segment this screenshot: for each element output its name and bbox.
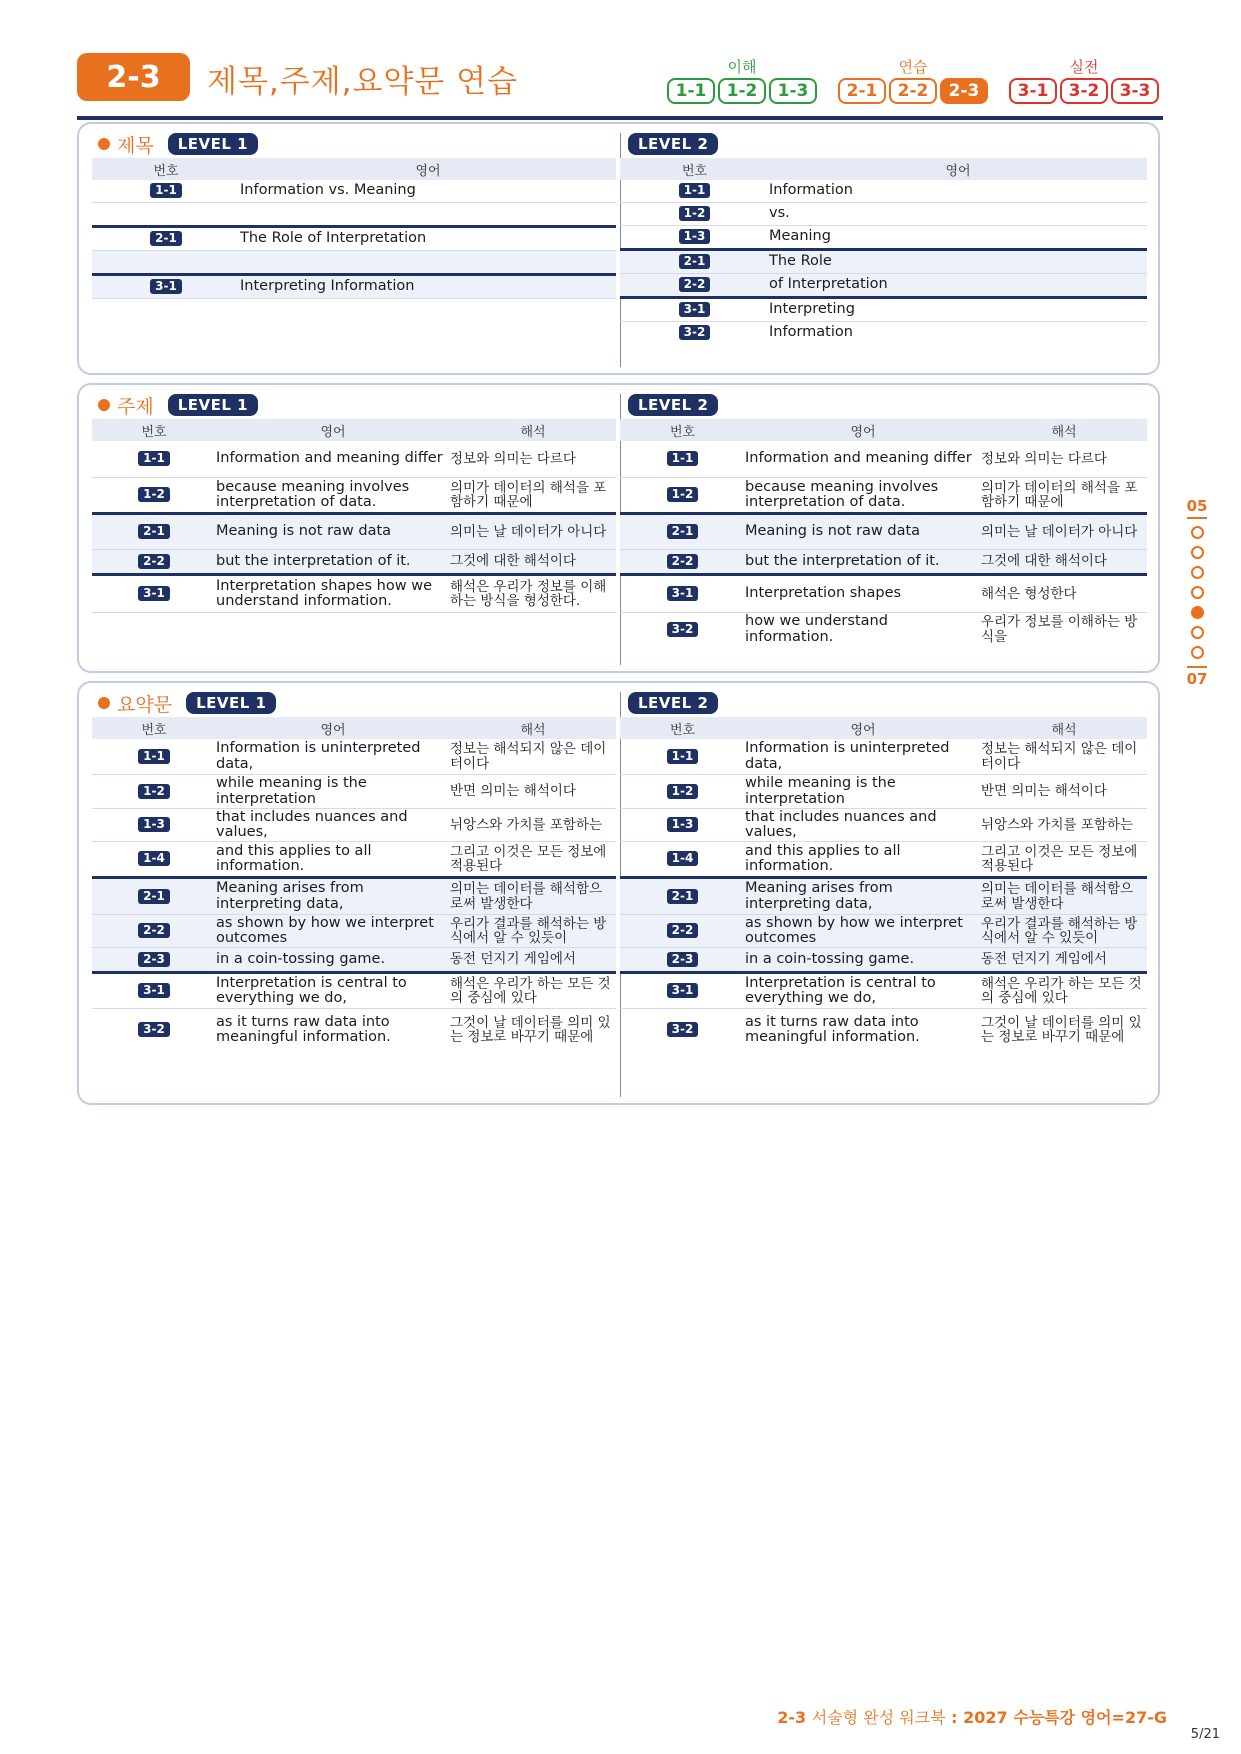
table-row — [620, 1009, 1147, 1052]
col-header-num: 번호 — [92, 717, 216, 739]
row-number-badge: 2-3 — [667, 952, 699, 967]
row-number-badge: 3-1 — [138, 586, 170, 601]
summary-level2-table — [620, 717, 1147, 1051]
row-number-badge: 1-2 — [679, 206, 711, 221]
row-number-badge: 3-2 — [667, 1022, 699, 1037]
english-cell — [216, 613, 450, 614]
table-row — [92, 1009, 616, 1052]
col-header-num: 번호 — [620, 419, 745, 441]
table-row — [620, 226, 1147, 250]
english-cell: but the interpretation of it. — [216, 550, 450, 575]
row-number-badge: 3-2 — [679, 325, 711, 340]
section-name: 제목 — [117, 134, 154, 157]
row-number-cell — [92, 809, 216, 842]
table-row — [620, 739, 1147, 775]
korean-cell: 뉘앙스와 가치를 포함하는 — [981, 809, 1147, 842]
row-number-cell — [92, 575, 216, 613]
row-number-badge: 3-2 — [138, 1022, 170, 1037]
row-number-badge: 1-2 — [138, 784, 170, 799]
row-number-cell — [620, 842, 745, 878]
row-number-badge: 1-3 — [138, 817, 170, 832]
row-number-badge: 2-2 — [667, 554, 699, 569]
row-number-cell — [620, 948, 745, 973]
row-number-cell — [620, 550, 745, 575]
section-summary-panel — [77, 681, 1160, 1105]
chapter-dot-icon[interactable] — [1191, 626, 1204, 639]
topic-level2-table — [620, 419, 1147, 646]
english-cell: Interpreting — [769, 298, 1147, 322]
korean-cell: 정보는 해석되지 않은 데이터이다 — [981, 739, 1147, 775]
table-row — [620, 203, 1147, 226]
row-number-badge: 2-3 — [138, 952, 170, 967]
table-row — [620, 948, 1147, 973]
english-cell: Meaning arises from interpreting data, — [745, 878, 981, 915]
english-cell: of Interpretation — [769, 274, 1147, 298]
english-cell: and this applies to all information. — [745, 842, 981, 878]
korean-cell: 그것에 대한 해석이다 — [450, 550, 616, 575]
table-row — [620, 514, 1147, 550]
chapter-dot-icon[interactable] — [1191, 586, 1204, 599]
col-header-english: 영어 — [745, 419, 981, 441]
korean-cell: 그리고 이것은 모든 정보에 적용된다 — [450, 842, 616, 878]
english-cell: because meaning involves interpretation of data. — [745, 478, 981, 514]
row-number-badge: 2-1 — [679, 254, 711, 269]
row-number-cell — [620, 226, 769, 250]
summary-level1-table — [92, 717, 616, 1051]
chapter-dot-icon[interactable] — [1191, 526, 1204, 539]
english-cell: because meaning involves interpretation of data. — [216, 478, 450, 514]
chapter-dot-icon[interactable] — [1191, 546, 1204, 559]
row-number-cell — [92, 299, 240, 322]
row-number-badge: 2-2 — [138, 554, 170, 569]
table-row — [92, 973, 616, 1009]
row-number-cell — [620, 973, 745, 1009]
level-badge: LEVEL 1 — [168, 394, 258, 416]
english-cell: The Role of Interpretation — [240, 227, 616, 251]
row-number-badge: 1-2 — [667, 487, 699, 502]
title-rule — [77, 116, 1163, 120]
english-cell — [240, 299, 616, 322]
korean-cell — [450, 613, 616, 614]
english-cell: but the interpretation of it. — [745, 550, 981, 575]
title-level1 — [92, 132, 616, 321]
english-cell: that includes nuances and values, — [745, 809, 981, 842]
table-row — [620, 915, 1147, 948]
nav-pill-1-3[interactable]: 1-3 — [769, 78, 817, 104]
chapter-bar — [1187, 666, 1207, 668]
table-row — [620, 575, 1147, 613]
korean-cell: 반면 의미는 해석이다 — [450, 775, 616, 809]
row-number-cell — [92, 203, 240, 227]
korean-cell: 의미는 날 데이터가 아니다 — [981, 514, 1147, 550]
row-number-cell — [92, 251, 240, 275]
row-number-cell — [620, 298, 769, 322]
table-row — [92, 227, 616, 251]
col-header-korean: 해석 — [450, 717, 616, 739]
row-number-cell — [620, 575, 745, 613]
chapter-end: 07 — [1186, 670, 1208, 688]
row-number-cell — [620, 274, 769, 298]
english-cell: as it turns raw data into meaningful information. — [745, 1013, 920, 1045]
chapter-dot-icon[interactable] — [1191, 646, 1204, 659]
level-badge: LEVEL 2 — [628, 692, 718, 714]
row-number-cell — [620, 613, 745, 647]
table-row — [92, 842, 616, 878]
row-number-cell — [620, 478, 745, 514]
english-cell: Information — [769, 324, 853, 341]
summary-level1 — [92, 691, 616, 1051]
row-number-cell — [92, 878, 216, 915]
row-number-badge: 1-3 — [679, 229, 711, 244]
title-level2 — [620, 132, 1147, 344]
nav-group-practice — [838, 58, 988, 104]
english-cell: Interpretation is central to everything we do, — [216, 973, 450, 1009]
korean-cell: 그것이 날 데이터를 의미 있는 정보로 바꾸기 때문에 — [981, 1014, 1142, 1045]
col-header-english: 영어 — [216, 419, 450, 441]
row-number-cell — [620, 739, 745, 775]
row-number-badge: 1-1 — [138, 451, 170, 466]
korean-cell: 정보는 해석되지 않은 데이터이다 — [450, 739, 616, 775]
korean-cell: 해석은 형성한다 — [981, 575, 1147, 613]
table-row — [92, 441, 616, 478]
row-number-badge: 1-3 — [667, 817, 699, 832]
row-number-badge: 2-2 — [667, 923, 699, 938]
nav-group-real — [1009, 58, 1159, 104]
table-row — [92, 809, 616, 842]
col-header-korean: 해석 — [981, 419, 1147, 441]
table-row — [92, 478, 616, 514]
section-title-panel — [77, 122, 1160, 375]
page-number: 5/21 — [1190, 1727, 1220, 1742]
col-header-english: 영어 — [240, 158, 616, 180]
col-header-num: 번호 — [92, 419, 216, 441]
row-number-badge: 1-2 — [667, 784, 699, 799]
section-name: 요약문 — [117, 693, 173, 716]
table-row — [620, 842, 1147, 878]
footer — [742, 1705, 1167, 1728]
korean-cell: 해석은 우리가 정보를 이해하는 방식을 형성한다. — [450, 575, 616, 613]
row-number-cell — [620, 809, 745, 842]
english-cell: The Role — [769, 250, 1147, 274]
row-number-badge: 3-1 — [138, 983, 170, 998]
section-topic-panel — [77, 383, 1160, 673]
chapter-dot-active-icon[interactable] — [1191, 606, 1204, 619]
table-row — [620, 550, 1147, 575]
col-header-english: 영어 — [216, 717, 450, 739]
table-row — [92, 550, 616, 575]
row-number-badge: 1-1 — [679, 183, 711, 198]
row-number-badge: 1-1 — [667, 749, 699, 764]
english-cell: Interpretation shapes how we understand information. — [216, 575, 450, 613]
table-row — [92, 203, 616, 227]
row-number-cell — [92, 915, 216, 948]
level-badge: LEVEL 1 — [168, 133, 258, 155]
row-number-cell — [620, 203, 769, 226]
row-number-cell — [92, 441, 216, 478]
table-row — [620, 250, 1147, 274]
nav-pill-2-1[interactable]: 2-1 — [838, 78, 886, 104]
row-number-cell — [92, 739, 216, 775]
korean-cell: 우리가 결과를 해석하는 방식에서 알 수 있듯이 — [981, 915, 1147, 948]
korean-cell: 우리가 결과를 해석하는 방식에서 알 수 있듯이 — [450, 915, 616, 948]
row-number-badge: 3-1 — [667, 586, 699, 601]
nav-pill-3-3[interactable]: 3-3 — [1111, 78, 1159, 104]
english-cell: Information is uninterpreted data, — [216, 739, 450, 775]
col-header-english: 영어 — [769, 158, 1147, 180]
table-row — [92, 613, 616, 614]
row-number-cell — [92, 550, 216, 575]
table-row — [92, 251, 616, 275]
row-number-badge: 1-4 — [138, 851, 170, 866]
english-cell: how we understand information. — [745, 613, 888, 645]
korean-cell: 뉘앙스와 가치를 포함하는 — [450, 809, 616, 842]
col-header-num: 번호 — [620, 158, 769, 180]
korean-cell: 그것에 대한 해석이다 — [981, 550, 1147, 575]
col-header-korean: 해석 — [450, 419, 616, 441]
row-number-cell — [620, 514, 745, 550]
nav-pill-1-2[interactable]: 1-2 — [718, 78, 766, 104]
english-cell: as shown by how we interpret outcomes — [216, 915, 450, 948]
row-number-cell — [92, 1009, 216, 1052]
english-cell: while meaning is the interpretation — [216, 775, 450, 809]
nav-group-label: 이해 — [727, 58, 757, 76]
row-number-cell — [620, 180, 769, 203]
english-cell — [240, 251, 616, 275]
row-number-cell — [620, 250, 769, 274]
english-cell: Information and meaning differ — [216, 441, 450, 478]
english-cell: as shown by how we interpret outcomes — [745, 915, 981, 948]
footer-separator: : — [945, 1708, 964, 1727]
row-number-badge: 2-2 — [138, 923, 170, 938]
english-cell: vs. — [769, 203, 1147, 226]
table-row — [92, 739, 616, 775]
col-header-english: 영어 — [745, 717, 981, 739]
page-title: 제목,주제,요약문 연습 — [207, 64, 519, 100]
english-cell: Meaning — [769, 226, 1147, 250]
english-cell: while meaning is the interpretation — [745, 775, 981, 809]
table-row — [92, 275, 616, 299]
chapter-start: 05 — [1186, 497, 1208, 515]
topic-level1 — [92, 393, 616, 613]
chapter-dot-icon[interactable] — [1191, 566, 1204, 579]
row-number-badge: 3-1 — [667, 983, 699, 998]
row-number-badge: 2-1 — [138, 889, 170, 904]
section-name: 주제 — [117, 395, 154, 418]
english-cell: Interpretation is central to everything we do, — [745, 973, 981, 1009]
nav-pill-3-2[interactable]: 3-2 — [1060, 78, 1108, 104]
row-number-badge: 3-1 — [150, 279, 182, 294]
bullet-dot-icon — [98, 697, 110, 709]
english-cell: Meaning is not raw data — [745, 514, 981, 550]
english-cell: Meaning arises from interpreting data, — [216, 878, 450, 915]
nav-group-understand — [667, 58, 817, 104]
row-number-cell — [620, 878, 745, 915]
table-row — [620, 775, 1147, 809]
table-row — [620, 298, 1147, 322]
table-row — [620, 274, 1147, 298]
korean-cell: 의미는 데이터를 해석함으로써 발생한다 — [450, 878, 616, 915]
table-row — [620, 478, 1147, 514]
english-cell: Meaning is not raw data — [216, 514, 450, 550]
level-badge: LEVEL 1 — [186, 692, 276, 714]
korean-cell: 우리가 정보를 이해하는 방식을 — [981, 614, 1138, 645]
english-cell: that includes nuances and values, — [216, 809, 450, 842]
table-row — [620, 322, 1147, 345]
row-number-cell — [92, 514, 216, 550]
english-cell: Information and meaning differ — [745, 441, 981, 478]
nav-group-label: 연습 — [898, 58, 928, 76]
nav-pill-2-3-active[interactable]: 2-3 — [940, 78, 988, 104]
nav-pill-1-1[interactable]: 1-1 — [667, 78, 715, 104]
row-number-cell — [620, 915, 745, 948]
col-header-num: 번호 — [92, 158, 240, 180]
level-badge: LEVEL 2 — [628, 133, 718, 155]
english-cell: and this applies to all information. — [216, 842, 450, 878]
korean-cell: 정보와 의미는 다르다 — [450, 441, 616, 478]
korean-cell: 반면 의미는 해석이다 — [981, 775, 1147, 809]
footer-book: 2027 수능특강 영어=27-G — [963, 1708, 1167, 1727]
korean-cell: 의미가 데이터의 해석을 포함하기 때문에 — [981, 478, 1147, 514]
row-number-cell — [92, 973, 216, 1009]
table-row — [620, 613, 1147, 647]
english-cell: Interpretation shapes — [745, 575, 981, 613]
table-row — [620, 180, 1147, 203]
row-number-badge: 1-1 — [150, 183, 182, 198]
bullet-dot-icon — [98, 399, 110, 411]
row-number-badge: 2-1 — [667, 889, 699, 904]
row-number-cell — [620, 1009, 745, 1052]
row-number-badge: 1-2 — [138, 487, 170, 502]
english-cell: in a coin-tossing game. — [216, 948, 450, 973]
row-number-cell — [620, 322, 769, 345]
col-header-num: 번호 — [620, 717, 745, 739]
korean-cell: 정보와 의미는 다르다 — [981, 441, 1147, 478]
english-cell — [240, 203, 616, 227]
topic-level1-table — [92, 419, 616, 613]
row-number-badge: 2-1 — [150, 231, 182, 246]
table-row — [620, 973, 1147, 1009]
row-number-cell — [92, 842, 216, 878]
korean-cell: 해석은 우리가 하는 모든 것의 중심에 있다 — [450, 973, 616, 1009]
table-row — [620, 441, 1147, 478]
korean-cell: 동전 던지기 게임에서 — [450, 948, 616, 973]
bullet-dot-icon — [98, 138, 110, 150]
row-number-badge: 2-1 — [138, 524, 170, 539]
title-level2-table — [620, 158, 1147, 344]
row-number-badge: 3-2 — [667, 622, 699, 637]
english-cell: in a coin-tossing game. — [745, 948, 981, 973]
korean-cell: 해석은 우리가 하는 모든 것의 중심에 있다 — [981, 973, 1147, 1009]
row-number-badge: 1-1 — [667, 451, 699, 466]
nav-pill-3-1[interactable]: 3-1 — [1009, 78, 1057, 104]
english-cell: Information is uninterpreted data, — [745, 739, 981, 775]
row-number-badge: 3-1 — [679, 302, 711, 317]
row-number-cell — [620, 775, 745, 809]
row-number-cell — [92, 227, 240, 251]
nav-pill-2-2[interactable]: 2-2 — [889, 78, 937, 104]
row-number-cell — [92, 180, 240, 203]
title-level1-table — [92, 158, 616, 321]
english-cell: as it turns raw data into meaningful information. — [216, 1013, 391, 1045]
footer-unit: 2-3 — [777, 1708, 807, 1727]
row-number-badge: 2-2 — [679, 277, 711, 292]
row-number-cell — [92, 613, 216, 614]
table-row — [92, 948, 616, 973]
korean-cell: 그것이 날 데이터를 의미 있는 정보로 바꾸기 때문에 — [450, 1014, 611, 1045]
english-cell: Interpreting Information — [240, 275, 616, 299]
table-row — [92, 575, 616, 613]
table-row — [620, 878, 1147, 915]
table-row — [620, 809, 1147, 842]
korean-cell: 동전 던지기 게임에서 — [981, 948, 1147, 973]
row-number-badge: 1-1 — [138, 749, 170, 764]
table-row — [92, 514, 616, 550]
table-row — [92, 878, 616, 915]
row-number-cell — [92, 275, 240, 299]
chapter-indicator — [1183, 497, 1211, 688]
row-number-badge: 2-1 — [667, 524, 699, 539]
summary-level2 — [620, 691, 1147, 1051]
table-row — [92, 299, 616, 322]
row-number-cell — [620, 441, 745, 478]
korean-cell: 그리고 이것은 모든 정보에 적용된다 — [981, 842, 1147, 878]
row-number-cell — [92, 948, 216, 973]
korean-cell: 의미는 날 데이터가 아니다 — [450, 514, 616, 550]
col-header-korean: 해석 — [981, 717, 1147, 739]
chapter-bar — [1187, 517, 1207, 519]
table-row — [92, 915, 616, 948]
table-row — [92, 775, 616, 809]
row-number-badge: 1-4 — [667, 851, 699, 866]
level-badge: LEVEL 2 — [628, 394, 718, 416]
topic-level2 — [620, 393, 1147, 646]
row-number-cell — [92, 775, 216, 809]
nav-group-label: 실전 — [1069, 58, 1099, 76]
row-number-cell — [92, 478, 216, 514]
unit-badge: 2-3 — [77, 53, 190, 101]
english-cell: Information vs. Meaning — [240, 180, 616, 203]
english-cell: Information — [769, 180, 1147, 203]
korean-cell: 의미는 데이터를 해석함으로써 발생한다 — [981, 878, 1147, 915]
korean-cell: 의미가 데이터의 해석을 포함하기 때문에 — [450, 478, 616, 514]
table-row — [92, 180, 616, 203]
footer-text: 서술형 완성 워크북 — [811, 1708, 946, 1727]
